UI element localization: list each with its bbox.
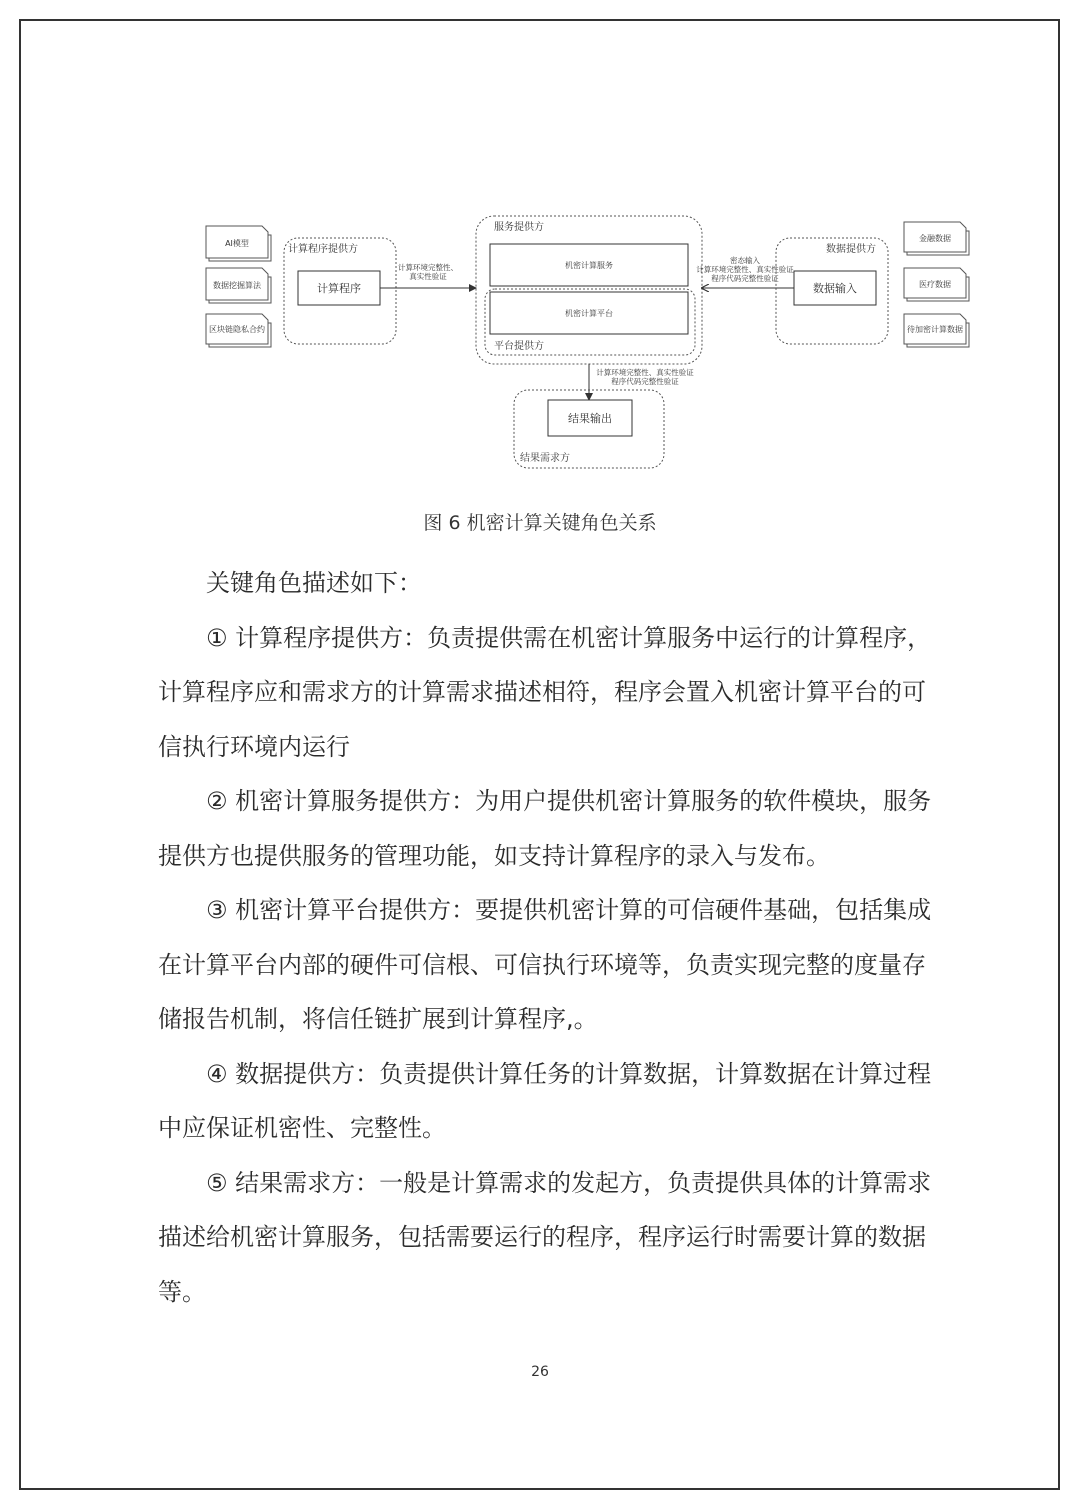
arrow-right-label-2: 计算环境完整性、真实性验证 [696,265,794,274]
arrow-right-label-1: 密态输入 [730,256,760,265]
right-doc-1 [904,222,969,255]
platform-provider-title: 平台提供方 [494,341,544,352]
service-provider-title: 服务提供方 [494,222,544,233]
program-provider-title: 计算程序提供方 [288,244,358,255]
paragraph-intro: 关键角色描述如下： [206,569,422,597]
paragraph-role-4: ④ 数据提供方：负责提供计算任务的计算数据，计算数据在计算过程中应保证机密性、完整性。 [158,1059,932,1142]
arrow-left-label-1: 计算环境完整性、 [398,263,458,272]
body-text [158,556,948,1319]
arrow-left-label-2: 真实性验证 [409,272,447,281]
key-roles-diagram [0,0,1080,500]
figure-caption: 图 6 机密计算关键角色关系 [423,512,657,534]
right-doc-3 [904,314,969,347]
right-doc-label: 金融数据 [919,234,951,243]
platform-box-label: 机密计算平台 [565,309,613,318]
left-doc-1 [206,226,271,261]
arrow-right-label-3: 程序代码完整性验证 [711,274,779,283]
left-doc-3 [206,314,271,347]
result-requester-title: 结果需求方 [520,453,570,464]
left-doc-2 [206,268,271,303]
right-doc-label: 待加密计算数据 [907,325,963,334]
left-doc-label: AI模型 [225,239,249,248]
result-box-label: 结果输出 [568,412,612,425]
paragraph-role-2: ② 机密计算服务提供方：为用户提供机密计算服务的软件模块，服务提供方也提供服务的管理功能，如支持计算程序的录入与发布。 [158,787,932,870]
data-box-label: 数据输入 [813,282,857,295]
left-doc-label: 数据挖掘算法 [213,281,261,290]
page-number: 26 [531,1364,549,1380]
right-doc-label: 医疗数据 [919,280,951,289]
data-provider-title: 数据提供方 [826,244,876,255]
left-doc-label: 区块链隐私合约 [209,325,265,334]
arrow-down-label-1: 计算环境完整性、真实性验证 [596,368,694,377]
program-box-label: 计算程序 [317,282,361,295]
arrow-down-label-2: 程序代码完整性验证 [611,377,679,386]
service-box-label: 机密计算服务 [565,261,613,270]
right-doc-2 [904,268,969,301]
paragraph-role-3: ③ 机密计算平台提供方：要提供机密计算的可信硬件基础，包括集成在计算平台内部的硬件可信根、可信执行环境等，负责实现完整的度量存储报告机制，将信任链扩展到计算程序,。 [158,896,932,1033]
paragraph-role-1: ① 计算程序提供方：负责提供需在机密计算服务中运行的计算程序，计算程序应和需求方的计算需求描述相符，程序会置入机密计算平台的可信执行环境内运行 [158,623,932,761]
paragraph-role-5: ⑤ 结果需求方：一般是计算需求的发起方，负责提供具体的计算需求描述给机密计算服务，包括需要运行的程序，程序运行时需要计算的数据等。 [158,1168,932,1306]
